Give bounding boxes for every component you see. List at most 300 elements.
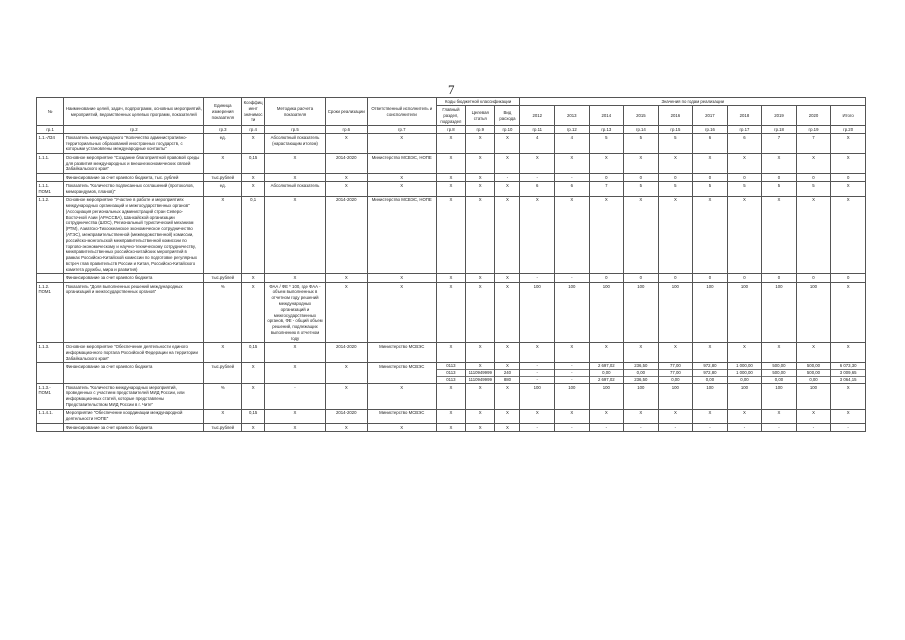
- row-year-value: [589, 363, 624, 383]
- row-year-value-line: 500,00: [772, 363, 786, 369]
- row-name: Основное мероприятие "Участие в работе и мероприятиях международных организаций и межгосударственных органов" (Ассоциация региональных администраций стран Северо-Восточной Азии (АРАССВА), Шанхайской организации сотрудничества (ШОС), Региональный туристический механизм (РТМ), Азиатско-Тихоокеанское экономическое сотрудничество (АТЭС), межправительственной (межведомственной) комиссии, российско-монгольской межправительственной комиссии по торгово-экономическому и научно-техническому сотрудничеству, межправительственных российско-китайских мероприятий в рамках Российско-Китайской комиссии по подготовке регулярных встреч глав правительств России и Китая, Российско-Китайского комитета дружбы, мира и развития): [64, 196, 204, 274]
- row-coefficient: Х: [242, 173, 265, 181]
- row-year-value: -: [796, 423, 831, 431]
- row-executor: Х: [367, 182, 436, 196]
- row-year-value-line: 972,80: [703, 363, 717, 369]
- row-terms: Х: [325, 182, 367, 196]
- row-section: Х: [436, 409, 465, 423]
- row-year-value-line: 0,00: [659, 376, 693, 383]
- header-coef: Коэффициент значимости: [242, 98, 265, 126]
- row-year-value: 4: [520, 133, 555, 153]
- row-year-value-line: 77,00: [659, 369, 693, 376]
- row-year-value: Х: [624, 153, 659, 173]
- table-row: [37, 343, 866, 363]
- row-year-value: [693, 363, 728, 383]
- row-target-line: Х: [478, 363, 482, 369]
- column-number: гр.7: [367, 126, 436, 134]
- row-number: 1.1.2.: [37, 196, 64, 274]
- table-row: [37, 409, 866, 423]
- row-total-line: 6 073,30: [839, 363, 857, 369]
- row-exp-type-line: Х: [505, 363, 509, 369]
- row-year-value: 0: [589, 173, 624, 181]
- row-year-value: -: [520, 173, 555, 181]
- row-year-value: 5: [796, 182, 831, 196]
- page-number: 7: [448, 82, 455, 97]
- header-values-by-year: Значения по годам реализации: [520, 98, 866, 106]
- row-number: 1.1.-ЛЗ4: [37, 133, 64, 153]
- row-year-value: Х: [796, 196, 831, 274]
- row-year-value: 5: [589, 133, 624, 153]
- row-coefficient: Х: [242, 182, 265, 196]
- row-executor: Х: [367, 133, 436, 153]
- row-terms: 2014-2020: [325, 196, 367, 274]
- row-name: Финансирование за счет краевого бюджета: [64, 423, 204, 431]
- row-year-value: 5: [693, 182, 728, 196]
- row-unit: Х: [204, 153, 242, 173]
- row-exp-type: Х: [495, 423, 520, 431]
- row-year-value-line: 500,00: [806, 363, 821, 369]
- program-table: [36, 97, 866, 432]
- row-number: 1.1.1. ПОМ1: [37, 182, 64, 196]
- row-year-value-line: -: [520, 376, 554, 383]
- row-method: Х: [265, 153, 326, 173]
- row-year-value: Х: [520, 409, 555, 423]
- row-year-value: 4: [555, 133, 590, 153]
- row-year-value-line: 0,00: [624, 369, 658, 376]
- row-year-value: [762, 363, 797, 383]
- header-unit: Единица измерения показателя: [204, 98, 242, 126]
- header-section: Главный раздел, подраздел: [436, 106, 465, 126]
- row-target: Х: [466, 383, 495, 409]
- row-executor: Х: [367, 173, 436, 181]
- table-row: [37, 182, 866, 196]
- row-unit: тыс.рублей: [204, 363, 242, 383]
- row-year-value: 100: [624, 383, 659, 409]
- row-coefficient: Х: [242, 363, 265, 383]
- row-year-value: Х: [520, 153, 555, 173]
- row-year-value: 100: [520, 383, 555, 409]
- row-coefficient: 0,15: [242, 153, 265, 173]
- row-number: 1.1.4.1.: [37, 409, 64, 423]
- row-exp-type: [495, 363, 520, 383]
- row-year-value: Х: [658, 153, 693, 173]
- row-year-value: 100: [589, 383, 624, 409]
- row-year-value: Х: [555, 409, 590, 423]
- row-year-value: -: [520, 274, 555, 282]
- row-terms: 2014-2020: [325, 153, 367, 173]
- row-year-value-line: 2 697,02: [590, 376, 624, 383]
- row-year-value: 6: [693, 133, 728, 153]
- row-year-value-line: 77,00: [669, 363, 681, 369]
- row-name: Финансирование за счет краевого бюджета: [64, 274, 204, 282]
- row-year-value: 0: [762, 173, 797, 181]
- row-year-value-line: 500,00: [797, 369, 831, 376]
- column-number: гр.5: [265, 126, 326, 134]
- row-year-value: Х: [658, 196, 693, 274]
- row-year-value: Х: [589, 343, 624, 363]
- table-row: [37, 133, 866, 153]
- column-number: гр.8: [436, 126, 465, 134]
- row-number: 1.1.1.: [37, 153, 64, 173]
- row-exp-type: Х: [495, 196, 520, 274]
- row-year-value: -: [520, 423, 555, 431]
- table-row: [37, 423, 866, 431]
- row-year-value: Х: [624, 409, 659, 423]
- row-number: [37, 423, 64, 431]
- row-year-value: Х: [693, 343, 728, 363]
- row-year-value-line: 2 697,02: [597, 363, 615, 369]
- row-name: Показатель международного "Количество административно-территориальных образований иностранных государств, с которыми установлены международные контакты": [64, 133, 204, 153]
- row-year-value: -: [762, 423, 797, 431]
- row-year-value: 100: [624, 282, 659, 343]
- row-year-value: 100: [762, 282, 797, 343]
- row-name: Показатель "Количество подписанных соглашений (протоколов, меморандумов, планов)": [64, 182, 204, 196]
- row-year-value: 6: [727, 133, 762, 153]
- row-total: Х: [831, 383, 866, 409]
- row-coefficient: 0,15: [242, 343, 265, 363]
- row-total: Х: [831, 282, 866, 343]
- row-section: [436, 363, 465, 383]
- row-year-value: 7: [589, 182, 624, 196]
- row-year-value: -: [658, 423, 693, 431]
- row-target: Х: [466, 133, 495, 153]
- row-terms: Х: [325, 363, 367, 383]
- row-year-value: 0: [658, 274, 693, 282]
- row-year-value: Х: [658, 343, 693, 363]
- row-year-value: Х: [555, 196, 590, 274]
- table-row: [37, 383, 866, 409]
- row-method: ФАА / ФЕ * 100, где ФАА - объем выполненных в отчетном году решений международных организаций и межгосударственных органов, ФЕ - общий объем решений, подлежащих выполнению в отчетном году: [265, 282, 326, 343]
- row-coefficient: Х: [242, 282, 265, 343]
- row-year-value: Х: [693, 153, 728, 173]
- row-terms: 2014-2020: [325, 409, 367, 423]
- row-method: Х: [265, 363, 326, 383]
- row-year-value: 0: [727, 173, 762, 181]
- row-section-line: 0113: [446, 363, 456, 369]
- row-year-value: 100: [693, 383, 728, 409]
- row-year-value: 0: [624, 274, 659, 282]
- row-year-value-line: 236,50: [624, 376, 658, 383]
- row-terms: Х: [325, 423, 367, 431]
- row-executor: Х: [367, 423, 436, 431]
- header-no: №: [37, 98, 64, 126]
- row-year-value: Х: [520, 343, 555, 363]
- row-target: Х: [466, 409, 495, 423]
- row-exp-type: Х: [495, 343, 520, 363]
- row-year-value: Х: [589, 153, 624, 173]
- row-number: 1.1.3.: [37, 343, 64, 363]
- row-year-value: [555, 363, 590, 383]
- row-year-value: Х: [624, 196, 659, 274]
- header-year: 2015: [624, 106, 659, 126]
- row-unit: тыс.рублей: [204, 423, 242, 431]
- row-section: Х: [436, 173, 465, 181]
- row-year-value: Х: [520, 196, 555, 274]
- row-method: -: [265, 383, 326, 409]
- row-unit: %: [204, 383, 242, 409]
- row-year-value: 7: [796, 133, 831, 153]
- row-executor: Х: [367, 282, 436, 343]
- row-year-value: -: [624, 423, 659, 431]
- row-year-value: 100: [727, 383, 762, 409]
- row-year-value: 100: [796, 383, 831, 409]
- row-year-value: [796, 363, 831, 383]
- row-year-value: Х: [762, 343, 797, 363]
- row-year-value-line: 0,00: [762, 376, 796, 383]
- row-year-value: 0: [658, 173, 693, 181]
- column-number: гр.1: [37, 126, 64, 134]
- row-year-value-line: 1 000,00: [728, 369, 762, 376]
- table-row: [37, 153, 866, 173]
- row-year-value: 0: [727, 274, 762, 282]
- row-year-value-line: 972,80: [693, 369, 727, 376]
- row-year-value: -: [589, 423, 624, 431]
- row-section: Х: [436, 133, 465, 153]
- row-total: Х: [831, 133, 866, 153]
- row-year-value: 5: [762, 182, 797, 196]
- row-total: Х: [831, 182, 866, 196]
- row-target: [466, 363, 495, 383]
- row-terms: 2014-2020: [325, 343, 367, 363]
- column-number: гр.11: [520, 126, 555, 134]
- header-year: 2019: [762, 106, 797, 126]
- header-terms: Сроки реализации: [325, 98, 367, 126]
- row-year-value: -: [555, 274, 590, 282]
- row-year-value: Х: [796, 409, 831, 423]
- table-row: [37, 173, 866, 181]
- column-number: гр.3: [204, 126, 242, 134]
- row-section: Х: [436, 196, 465, 274]
- header-year: 2020: [796, 106, 831, 126]
- row-number: 1.1.2. ПОМ1: [37, 282, 64, 343]
- row-exp-type: Х: [495, 153, 520, 173]
- row-unit: ед.: [204, 133, 242, 153]
- row-target: Х: [466, 282, 495, 343]
- column-number: гр.14: [624, 126, 659, 134]
- row-year-value: 100: [555, 282, 590, 343]
- row-year-value: -: [693, 423, 728, 431]
- row-year-value: 100: [658, 383, 693, 409]
- header-year: Итого: [831, 106, 866, 126]
- row-year-value: 5: [658, 133, 693, 153]
- row-year-value: 100: [693, 282, 728, 343]
- row-year-value: 5: [658, 182, 693, 196]
- row-year-value: Х: [727, 153, 762, 173]
- row-total-line: 3 064,15: [831, 376, 865, 383]
- row-method: Абсолютный показатель (нарастающим итогом): [265, 133, 326, 153]
- row-name: Основное мероприятие "Создание благоприятной правовой среды для развития международных и внешнеэкономических связей Забайкальского края": [64, 153, 204, 173]
- row-coefficient: Х: [242, 133, 265, 153]
- row-total-line: 3 009,65: [831, 369, 865, 376]
- row-year-value: 0: [796, 274, 831, 282]
- row-year-value: [520, 363, 555, 383]
- row-target-line: 1110949999: [466, 376, 494, 383]
- row-year-value: Х: [762, 409, 797, 423]
- row-executor: Министерство МСВЭС: [367, 363, 436, 383]
- header-year: 2018: [727, 106, 762, 126]
- row-year-value: 0: [589, 274, 624, 282]
- row-year-value: 0: [693, 173, 728, 181]
- row-terms: Х: [325, 173, 367, 181]
- row-year-value: Х: [693, 196, 728, 274]
- row-section-line: 0113: [437, 369, 465, 376]
- table-row: [37, 282, 866, 343]
- row-exp-type-line: 880: [495, 376, 519, 383]
- row-year-value: [658, 363, 693, 383]
- row-year-value: -: [555, 173, 590, 181]
- row-year-value: 6: [520, 182, 555, 196]
- header-target: Целевая статья: [466, 106, 495, 126]
- row-year-value: 0: [796, 173, 831, 181]
- row-method: Х: [265, 423, 326, 431]
- row-unit: %: [204, 282, 242, 343]
- row-section: Х: [436, 153, 465, 173]
- row-year-value: Х: [762, 153, 797, 173]
- row-year-value-line: 1 000,00: [736, 363, 753, 369]
- row-year-value: 100: [762, 383, 797, 409]
- column-number: гр.18: [762, 126, 797, 134]
- row-year-value: Х: [555, 153, 590, 173]
- row-total: Х: [831, 409, 866, 423]
- row-target: Х: [466, 274, 495, 282]
- row-exp-type-line: 240: [495, 369, 519, 376]
- row-year-value: Х: [727, 343, 762, 363]
- row-coefficient: 0,15: [242, 409, 265, 423]
- row-year-value: Х: [762, 196, 797, 274]
- header-year: 2012: [520, 106, 555, 126]
- table-row: [37, 196, 866, 274]
- row-section: Х: [436, 343, 465, 363]
- header-budget-codes: Коды бюджетной классификации: [436, 98, 520, 106]
- row-year-value: Х: [589, 409, 624, 423]
- header-exp-type: Вид расхода: [495, 106, 520, 126]
- row-number: [37, 173, 64, 181]
- row-target: Х: [466, 153, 495, 173]
- row-year-value: Х: [589, 196, 624, 274]
- row-name: Показатель "Количество международных мероприятий, проведенных с участием представителей МИД России, или информационных статей, которые представлены Представительством МИД России в г. Чите": [64, 383, 204, 409]
- row-year-value: 0: [693, 274, 728, 282]
- header-method: Методика расчета показателя: [265, 98, 326, 126]
- row-year-value: Х: [658, 409, 693, 423]
- row-year-value: 0: [762, 274, 797, 282]
- column-number: гр.15: [658, 126, 693, 134]
- row-method: Абсолютный показатель: [265, 182, 326, 196]
- row-year-value: [624, 363, 659, 383]
- row-total: -: [831, 423, 866, 431]
- row-year-value: Х: [555, 343, 590, 363]
- row-year-value: 100: [589, 282, 624, 343]
- row-year-value: 5: [624, 133, 659, 153]
- row-year-value: 5: [624, 182, 659, 196]
- row-year-value: 6: [555, 182, 590, 196]
- row-name: Показатель "Доля выполненных решений международных организаций и межгосударственных органов": [64, 282, 204, 343]
- row-year-value: Х: [693, 409, 728, 423]
- column-number: гр.9: [466, 126, 495, 134]
- table-row: [37, 363, 866, 383]
- row-executor: Министерство МСВЭС: [367, 409, 436, 423]
- row-coefficient: Х: [242, 274, 265, 282]
- row-year-value: 7: [762, 133, 797, 153]
- row-year-value: [727, 363, 762, 383]
- row-number: 1.1.3.-ПОМ1: [37, 383, 64, 409]
- column-number: гр.16: [693, 126, 728, 134]
- row-number: [37, 274, 64, 282]
- header-year: 2016: [658, 106, 693, 126]
- row-year-value: 100: [520, 282, 555, 343]
- row-year-value-line: 500,00: [762, 369, 796, 376]
- column-number: гр.19: [796, 126, 831, 134]
- row-exp-type: Х: [495, 282, 520, 343]
- row-method: Х: [265, 173, 326, 181]
- row-unit: Х: [204, 343, 242, 363]
- row-section: Х: [436, 383, 465, 409]
- row-year-value: 100: [658, 282, 693, 343]
- row-unit: Х: [204, 196, 242, 274]
- row-executor: Министерство МСВЭС, НОПЕ: [367, 196, 436, 274]
- row-section: Х: [436, 423, 465, 431]
- row-target-line: 1110949999: [466, 369, 494, 376]
- row-year-value: Х: [796, 343, 831, 363]
- row-section: Х: [436, 282, 465, 343]
- row-name: Финансирование за счет краевого бюджета, тыс. рублей: [64, 173, 204, 181]
- row-year-value-line: 0,00: [590, 369, 624, 376]
- row-total: Х: [831, 196, 866, 274]
- table-row: [37, 274, 866, 282]
- row-year-value: 0: [624, 173, 659, 181]
- row-exp-type: Х: [495, 133, 520, 153]
- header-name: Наименование целей, задач, подпрограмм, основных мероприятий, мероприятий, ведомственных целевых программ, показателей: [64, 98, 204, 126]
- row-target: Х: [466, 343, 495, 363]
- row-year-value-line: 236,50: [634, 363, 648, 369]
- row-unit: тыс.рублей: [204, 274, 242, 282]
- header-executor: Ответственный исполнитель и соисполнители: [367, 98, 436, 126]
- row-method: Х: [265, 274, 326, 282]
- row-exp-type: Х: [495, 383, 520, 409]
- row-total: Х: [831, 343, 866, 363]
- row-executor: Х: [367, 274, 436, 282]
- row-terms: Х: [325, 274, 367, 282]
- row-unit: Х: [204, 409, 242, 423]
- row-year-value: 100: [555, 383, 590, 409]
- row-terms: Х: [325, 133, 367, 153]
- header-year: 2013: [555, 106, 590, 126]
- column-number: гр.17: [727, 126, 762, 134]
- row-year-value: 5: [727, 182, 762, 196]
- row-target: Х: [466, 182, 495, 196]
- row-year-value: 100: [727, 282, 762, 343]
- row-name: Финансирование за счет краевого бюджета: [64, 363, 204, 383]
- row-year-value-line: -: [555, 369, 589, 376]
- row-name: Мероприятие "Обеспечение координации международной деятельности НОПЕ": [64, 409, 204, 423]
- row-executor: Министерство МСВЭС: [367, 343, 436, 363]
- row-executor: Министерство МСВЭС, НОПЕ: [367, 153, 436, 173]
- row-year-value-line: 0,00: [693, 376, 727, 383]
- row-year-value: -: [555, 423, 590, 431]
- row-method: Х: [265, 409, 326, 423]
- row-coefficient: Х: [242, 423, 265, 431]
- column-number: гр.12: [555, 126, 590, 134]
- row-method: Х: [265, 196, 326, 274]
- row-coefficient: 0,1: [242, 196, 265, 274]
- row-exp-type: Х: [495, 274, 520, 282]
- row-target: Х: [466, 423, 495, 431]
- row-number: [37, 363, 64, 383]
- row-year-value-line: 0,00: [797, 376, 831, 383]
- row-year-value-line: -: [555, 376, 589, 383]
- row-year-value: Х: [727, 196, 762, 274]
- header-year: 2014: [589, 106, 624, 126]
- column-number: гр.6: [325, 126, 367, 134]
